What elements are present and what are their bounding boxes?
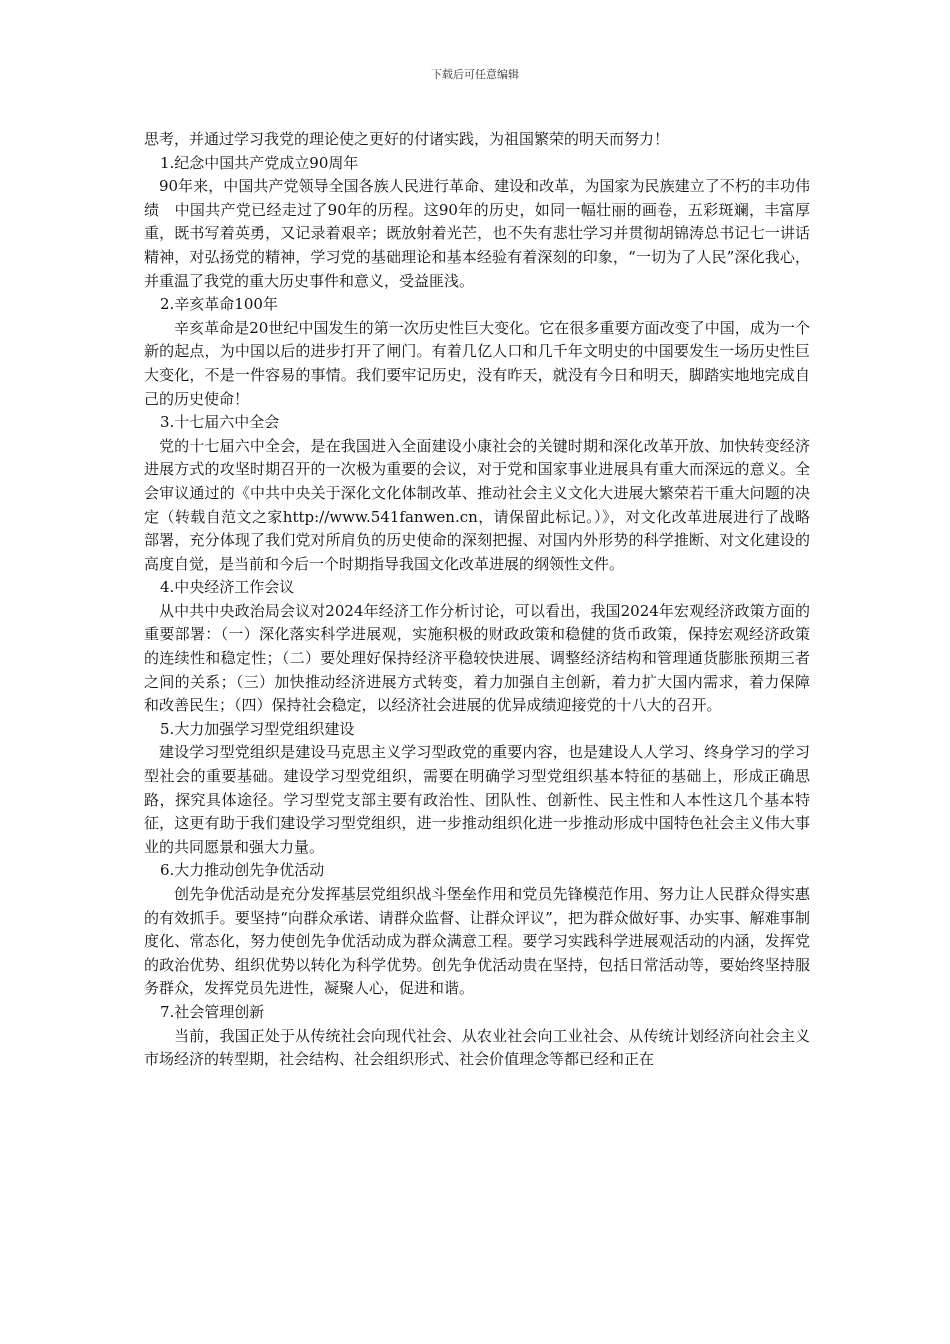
paragraph-intro: 思考，并通过学习我党的理论使之更好的付诸实践，为祖国繁荣的明天而努力！ bbox=[144, 130, 670, 148]
section-paragraph-6: 创先争优活动是充分发挥基层党组织战斗堡垒作用和党员先锋模范作用、努力让人民群众得实惠的有效抓手。要坚持“向群众承诺、请群众监督、让群众评议”，把为群众做好事、办实事、解难事制度化、常态化，努力使创先争优活动成为群众满意工程。要学习实践科学进展观活动的内涵，发挥党的政治优势、组织优势以转化为科学优势。创先争优活动贵在坚持，包括日常活动等，要始终坚持服务群众，发挥党员先进性，凝聚人心，促进和谐。 bbox=[144, 885, 810, 998]
section-heading-3: 3.十七届六中全会 bbox=[160, 413, 280, 432]
section-paragraph-5: 建设学习型党组织是建设马克思主义学习型政党的重要内容，也是建设人人学习、终身学习的学习型社会的重要基础。建设学习型党组织，需要在明确学习型党组织基本特征的基础上，形成正确思路，探究具体途径。学习型党支部主要有政治性、团队性、创新性、民主性和人本性这几个基本特征，这更有助于我们建设学习型党组织，进一步推动组织化进一步推动形成中国特色社会主义伟大事业的共同愿景和强大力量。 bbox=[144, 743, 810, 856]
section-paragraph-1: 90年来，中国共产党领导全国各族人民进行革命、建设和改革，为国家为民族建立了不朽的丰功伟绩 中国共产党已经走过了90年的历程。这90年的历史，如同一幅壮丽的画卷，五彩斑斓，丰富厚重，既书写着英勇，又记录着艰辛；既放射着光芒，也不失有悲壮学习并贯彻胡锦涛总书记七一讲话精神，对弘扬党的精神，学习党的基础理论和基本经验有着深刻的印象，“一切为了人民”深化我心，并重温了我党的重大历史事件和意义，受益匪浅。 bbox=[144, 177, 810, 290]
section-paragraph-2: 辛亥革命是20世纪中国发生的第一次历史性巨大变化。它在很多重要方面改变了中国，成为一个新的起点，为中国以后的进步打开了闸门。有着几亿人口和几千年文明史的中国要发生一场历史性巨大变化，不是一件容易的事情。我们要牢记历史，没有昨天，就没有今日和明天，脚踏实地地完成自己的历史使命！ bbox=[144, 318, 810, 408]
section-heading-6: 6.大力推动创先争优活动 bbox=[160, 861, 325, 880]
section-heading-1: 1.纪念中国共产党成立90周年 bbox=[160, 153, 359, 172]
document-body bbox=[144, 128, 810, 1072]
section-paragraph-7: 当前，我国正处于从传统社会向现代社会、从农业社会向工业社会、从传统计划经济向社会主义市场经济的转型期，社会结构、社会组织形式、社会价值理念等都已经和正在 bbox=[144, 1026, 810, 1069]
section-paragraph-4: 从中共中央政治局会议对2024年经济工作分析讨论，可以看出，我国2024年宏观经济政策方面的重要部署：（一）深化落实科学进展观，实施积极的财政政策和稳健的货币政策，保持宏观经济政策的连续性和稳定性；（二）要处理好保持经济平稳较快进展、调整经济结构和管理通货膨胀预期三者之间的关系；（三）加快推动经济进展方式转变，着力加强自主创新，着力扩大国内需求，着力保障和改善民生；（四）保持社会稳定，以经济社会进展的优异成绩迎接党的十八大的召开。 bbox=[144, 601, 810, 715]
section-heading-7: 7.社会管理创新 bbox=[160, 1002, 265, 1021]
section-heading-2: 2.辛亥革命100年 bbox=[160, 295, 278, 314]
page-header: 下载后可任意编辑 bbox=[431, 68, 519, 81]
section-heading-4: 4.中央经济工作会议 bbox=[160, 578, 295, 597]
section-paragraph-3: 党的十七届六中全会，是在我国进入全面建设小康社会的关键时期和深化改革开放、加快转变经济进展方式的攻坚时期召开的一次极为重要的会议，对于党和国家事业进展具有重大而深远的意义。全会审议通过的《中共中央关于深化文化体制改革、推动社会主义文化大进展大繁荣若干重大问题的决定（转载自范文之家http://www.541fanwen.cn，请保留此标记。）》，对文化改革进展进行了战略部署，充分体现了我们党对所肩负的历史使命的深刻把握、对国内外形势的科学推断、对文化建设的高度自觉，是当前和今后一个时期指导我国文化改革进展的纲领性文件。 bbox=[144, 436, 810, 573]
section-heading-5: 5.大力加强学习型党组织建设 bbox=[160, 719, 355, 738]
